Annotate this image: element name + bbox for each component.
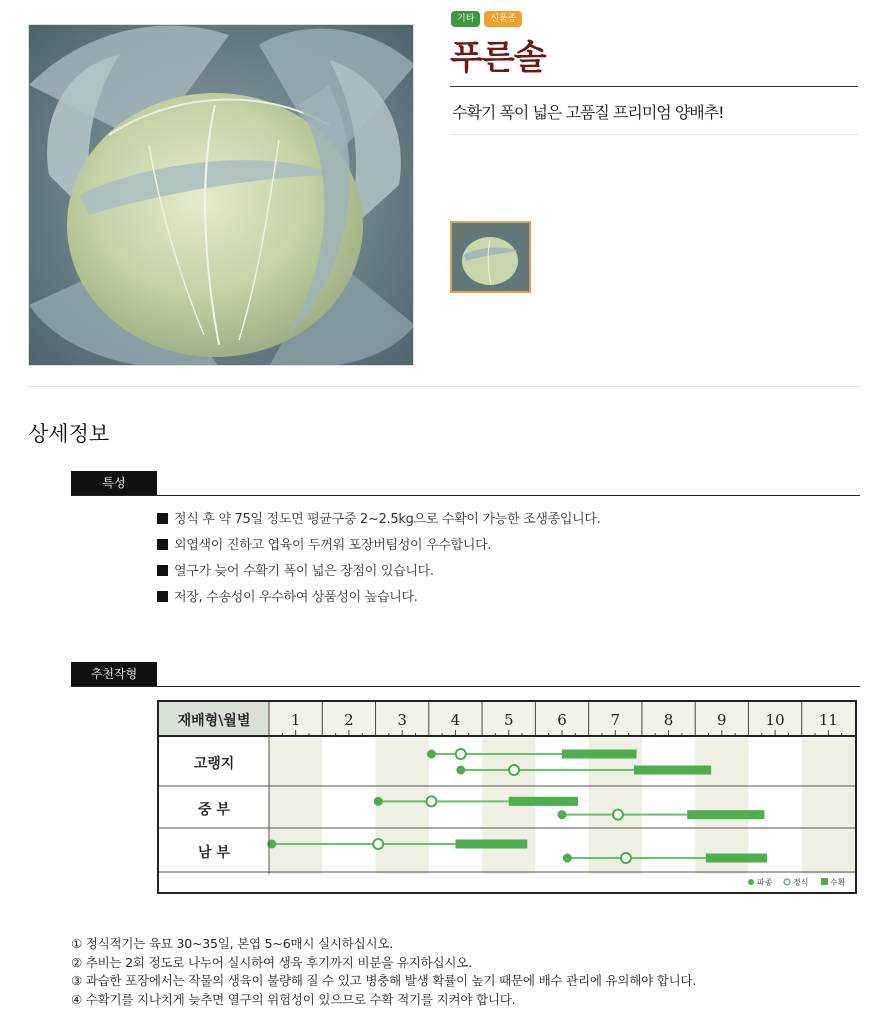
month-label: 3 bbox=[397, 711, 407, 729]
planting-marker bbox=[613, 810, 623, 820]
month-column-shade bbox=[376, 738, 429, 874]
month-label: 8 bbox=[663, 711, 674, 729]
product-main-image bbox=[28, 24, 414, 366]
harvest-bar bbox=[509, 797, 578, 806]
legend-sowing-label: 파종 bbox=[757, 878, 773, 887]
month-label: 1 bbox=[290, 711, 301, 729]
cropping-header bbox=[71, 662, 860, 687]
feature-item: 외엽색이 진하고 엽육이 두꺼워 포장버팀성이 우수합니다. bbox=[157, 536, 601, 562]
feature-item: 열구가 늦어 수확기 폭이 넓은 장점이 있습니다. bbox=[157, 562, 601, 588]
divider bbox=[28, 386, 860, 387]
month-label: 11 bbox=[818, 711, 838, 729]
features-list bbox=[157, 510, 601, 614]
product-badges bbox=[451, 11, 522, 27]
features-heading: 특성 bbox=[71, 471, 157, 495]
legend-sowing-marker bbox=[748, 879, 754, 885]
header-label: 재배형\월별 bbox=[177, 713, 251, 729]
notes-list bbox=[71, 935, 696, 1009]
note-item: ④ 수확기를 지나치게 늦추면 열구의 위험성이 있으므로 수확 적기를 지켜야 합니다. bbox=[71, 991, 516, 1007]
month-label: 7 bbox=[610, 711, 621, 729]
product-thumbnail[interactable] bbox=[450, 221, 531, 293]
cropping-schedule-chart bbox=[159, 702, 855, 892]
bullet-square-icon bbox=[157, 513, 168, 524]
sowing-marker bbox=[456, 766, 465, 775]
row-label: 남 부 bbox=[198, 845, 230, 861]
month-column-shade bbox=[482, 738, 535, 874]
feature-item: 정식 후 약 75일 정도면 평균구중 2~2.5kg으로 수확이 가능한 조생종입니다. bbox=[157, 510, 601, 536]
detail-title: 상세정보 bbox=[28, 422, 110, 446]
harvest-bar bbox=[706, 854, 767, 863]
month-label: 9 bbox=[717, 711, 727, 729]
legend-planting-label: 정식 bbox=[793, 878, 809, 887]
harvest-bar bbox=[455, 840, 527, 849]
month-label: 2 bbox=[344, 711, 354, 729]
month-column-shade bbox=[802, 738, 855, 874]
sowing-marker bbox=[563, 854, 572, 863]
note-item: ② 추비는 2회 정도로 나누어 실시하여 생육 후기까지 비분을 유지하십시오. bbox=[71, 954, 472, 970]
category-badge: 기타 bbox=[451, 11, 480, 27]
planting-marker bbox=[373, 839, 383, 849]
cropping-schedule-table bbox=[157, 700, 857, 894]
harvest-bar bbox=[687, 810, 764, 819]
month-label: 4 bbox=[450, 711, 461, 729]
month-label: 10 bbox=[765, 711, 785, 729]
planting-marker bbox=[621, 853, 631, 863]
bullet-square-icon bbox=[157, 591, 168, 602]
feature-item: 저장, 수송성이 우수하여 상품성이 높습니다. bbox=[157, 588, 601, 614]
planting-marker bbox=[426, 796, 436, 806]
row-label: 고랭지 bbox=[193, 756, 235, 772]
legend-harvest-marker bbox=[821, 878, 828, 885]
harvest-bar bbox=[562, 750, 637, 759]
new-variety-badge: 신품종 bbox=[484, 11, 522, 27]
product-subtitle: 수확기 폭이 넓은 고품질 프리미엄 양배추! bbox=[452, 103, 724, 122]
planting-marker bbox=[456, 749, 466, 759]
divider bbox=[450, 134, 858, 135]
planting-marker bbox=[509, 765, 519, 775]
month-column-shade bbox=[269, 738, 322, 874]
features-header bbox=[71, 471, 860, 496]
bullet-square-icon bbox=[157, 539, 168, 550]
product-name: 푸른솔 bbox=[450, 38, 546, 78]
cropping-heading: 추천작형 bbox=[71, 662, 157, 686]
harvest-bar bbox=[634, 766, 711, 775]
legend-planting-marker bbox=[784, 879, 790, 885]
note-item: ③ 과습한 포장에서는 작물의 생육이 불량해 질 수 있고 병충해 발생 확률이 높기 때문에 배수 관리에 유의해야 합니다. bbox=[71, 973, 697, 988]
legend-harvest-label: 수확 bbox=[830, 878, 846, 887]
sowing-marker bbox=[374, 797, 383, 806]
sowing-marker bbox=[558, 810, 567, 819]
row-label: 중 부 bbox=[198, 802, 230, 818]
month-label: 5 bbox=[503, 711, 514, 729]
divider bbox=[450, 86, 858, 87]
sowing-marker bbox=[427, 750, 436, 759]
month-label: 6 bbox=[557, 711, 567, 729]
note-item: ① 정식적기는 육묘 30~35일, 본엽 5~6매시 실시하십시오. bbox=[71, 936, 394, 951]
bullet-square-icon bbox=[157, 565, 168, 576]
